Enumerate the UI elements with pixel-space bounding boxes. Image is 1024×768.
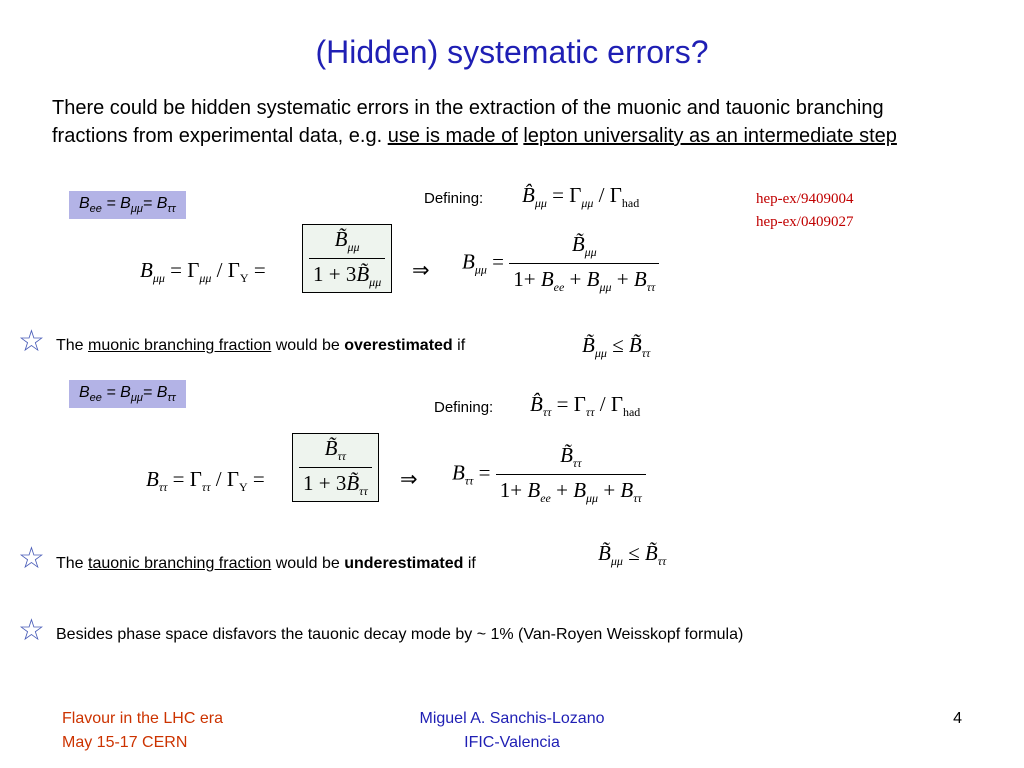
footer-conference: Flavour in the LHC era — [62, 710, 223, 727]
footer-center — [362, 707, 662, 755]
tauonic-condition: $B̃_{\mu\mu}$ ≤ $B̃_{\tau\tau}$ — [598, 541, 667, 568]
universality-badge-2: $B_{ee} = B_{\mu\mu}= B_{\tau\tau}$ — [69, 380, 186, 408]
footer-dates: May 15-17 CERN — [62, 734, 188, 751]
intro-paragraph — [52, 94, 952, 150]
references — [756, 188, 853, 234]
defining-label-2: Defining: — [434, 399, 494, 416]
implies-arrow-1: ⇒ — [412, 258, 430, 282]
slide-title: (Hidden) systematic errors? — [315, 34, 709, 70]
muonic-the: The — [56, 337, 84, 354]
muonic-condition: $B̃_{\mu\mu}$ ≤ $B̃_{\tau\tau}$ — [582, 333, 651, 360]
boxed-fraction-tau: $\frac{B̃_{\tau\tau}}{1 + 3B̃_{\tau\tau}}$ — [292, 433, 379, 502]
muonic-would-be: would be — [275, 337, 340, 354]
rhs-formula-mu: $B_{\mu\mu}$ = $\frac{B̃_{\mu\mu}}{1+ B_{ee} + B_{\mu\mu} + B_{\tau\tau}}$ — [462, 232, 659, 295]
reference-2: hep-ex/0409027 — [756, 214, 854, 230]
star-icon: ☆ — [18, 325, 45, 358]
muonic-link: muonic branching fraction — [88, 337, 272, 354]
lhs-formula-mu: $B_{\mu\mu} = \Gamma_{\mu\mu} / \Gamma_\Upsilon$ = — [140, 258, 266, 285]
muonic-bold: overestimated — [344, 337, 453, 354]
boxed-fraction-mu: $\frac{B̃_{\mu\mu}}{1 + 3B̃_{\mu\mu}}$ — [302, 224, 392, 293]
star-icon: ☆ — [18, 542, 45, 575]
tauonic-link: tauonic branching fraction — [88, 555, 272, 572]
tauonic-bold: underestimated — [344, 555, 464, 572]
defining-formula-tau: $B̂_{\tau\tau} = \Gamma_{\tau\tau} / \Gamma_{had}$ — [530, 392, 641, 419]
tauonic-would-be: would be — [275, 555, 340, 572]
footer-institute: IFIC-Valencia — [464, 734, 560, 751]
intro-underline-1: use is made of — [387, 125, 518, 147]
reference-1: hep-ex/9409004 — [756, 191, 854, 207]
defining-formula-mu: $B̂_{\mu\mu} = \Gamma_{\mu\mu} / \Gamma_{had}$ — [522, 183, 640, 210]
page-number: 4 — [953, 710, 962, 727]
tauonic-statement — [56, 555, 476, 573]
intro-underline-2: lepton universality as an intermediate step — [523, 125, 897, 147]
besides-statement: Besides phase space disfavors the tauonic decay mode by ~ 1% (Van-Royen Weisskopf formula) — [56, 626, 744, 643]
muonic-statement — [56, 337, 465, 355]
rhs-formula-tau: $B_{\tau\tau}$ = $\frac{B̃_{\tau\tau}}{1+ B_{ee} + B_{\mu\mu} + B_{\tau\tau}}$ — [452, 443, 646, 506]
lhs-formula-tau: $B_{\tau\tau} = \Gamma_{\tau\tau} / \Gamma_\Upsilon$ = — [146, 467, 265, 494]
universality-badge: $B_{ee} = B_{\mu\mu}= B_{\tau\tau}$ — [69, 191, 186, 219]
muonic-if: if — [457, 337, 466, 354]
tauonic-if: if — [467, 555, 476, 572]
defining-label: Defining: — [424, 190, 484, 207]
footer-author: Miguel A. Sanchis-Lozano — [419, 710, 605, 727]
footer-left — [62, 707, 223, 755]
implies-arrow-2: ⇒ — [400, 467, 418, 491]
star-icon: ☆ — [18, 614, 45, 647]
tauonic-the: The — [56, 555, 84, 572]
intro-text: There could be hidden systematic errors in the extraction of the muonic and tauonic branching fractions from experimental data, e.g. — [52, 97, 884, 147]
